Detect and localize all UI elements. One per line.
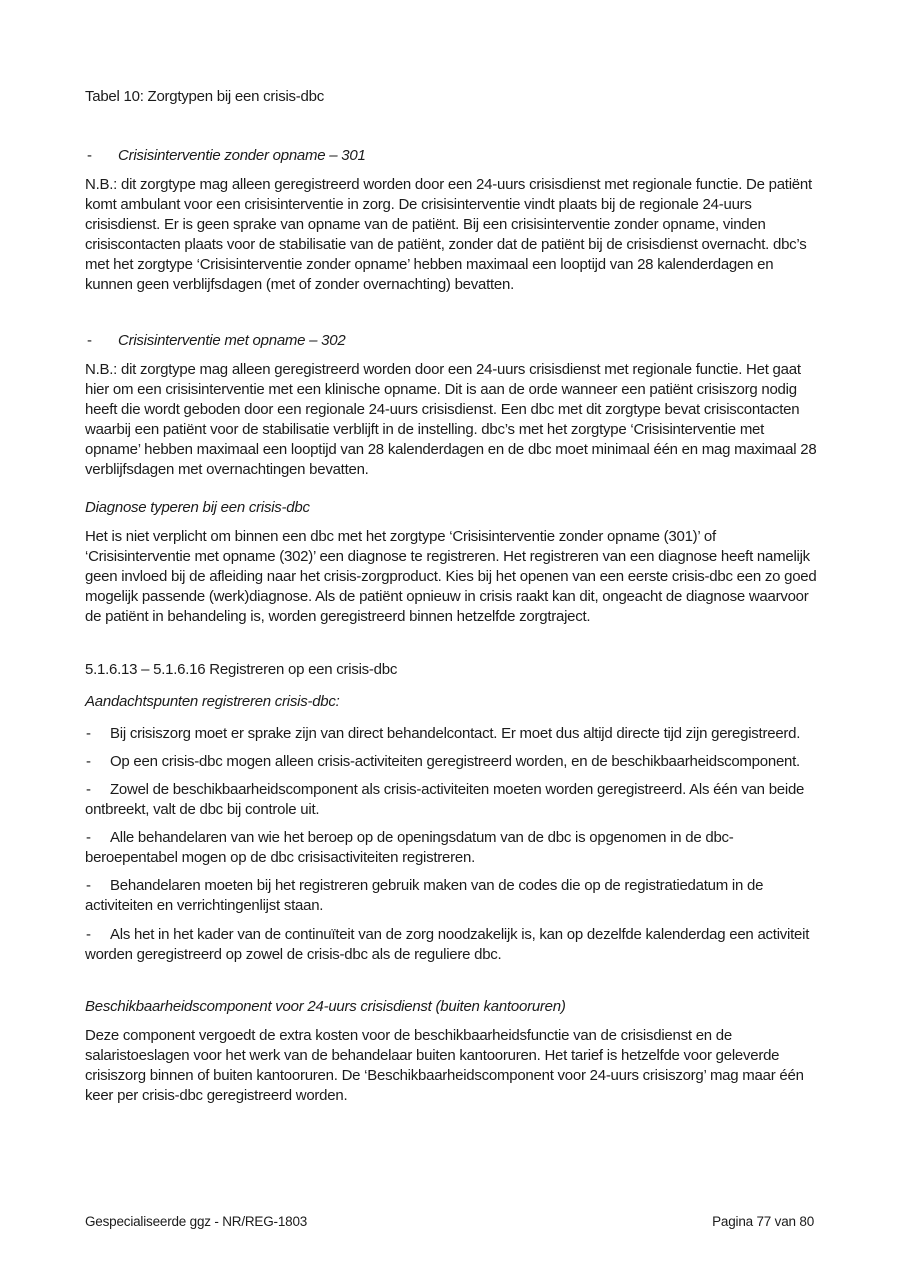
section-beschikbaarheidscomponent — [85, 997, 817, 1106]
list-item — [85, 925, 817, 965]
list-item-text: Behandelaren moeten bij het registreren gebruik maken van de codes die op de registratiedatum in de activiteiten en verrichtingenlijst staan. — [85, 877, 764, 914]
zorgtype-301-paragraph: N.B.: dit zorgtype mag alleen geregistreerd worden door een 24-uurs crisisdienst met regionale functie. De patiënt komt ambulant voor een crisisinterventie in zorg. De crisisinterventie vindt plaats bij de regionale 24-uurs crisisdienst. Er is geen sprake van opname van de patiënt. Bij een crisisinterventie zonder opname, vinden crisiscontacten plaats voor de stabilisatie van de patiënt, zonder dat de patiënt bij de crisisdienst overnacht. dbc’s met het zorgtype ‘Crisisinterventie zonder opname’ hebben maximaal een looptijd van 28 kalenderdagen en kunnen geen verblijfsdagen (met of zonder overnachting) bevatten. — [85, 176, 812, 293]
diagnose-heading: Diagnose typeren bij een crisis-dbc — [85, 499, 310, 516]
aandachtspunten-subheading: Aandachtspunten registreren crisis-dbc: — [85, 693, 340, 710]
section-diagnose-typeren — [85, 498, 817, 627]
dash-marker: - — [86, 753, 91, 770]
page-content — [85, 0, 817, 1106]
dash-marker: - — [86, 781, 91, 798]
beschikbaarheid-heading: Beschikbaarheidscomponent voor 24-uurs crisisdienst (buiten kantooruren) — [85, 998, 566, 1015]
zorgtype-302-heading-text: Crisisinterventie met opname – 302 — [118, 332, 346, 349]
page-footer — [85, 1213, 814, 1231]
section-zorgtype-301 — [85, 146, 817, 295]
list-item — [85, 780, 817, 820]
zorgtype-302-heading — [85, 331, 817, 351]
list-item — [85, 828, 817, 868]
list-item — [85, 724, 817, 744]
section-registreren-crisis-dbc — [85, 660, 817, 965]
registreren-section-heading: 5.1.6.13 – 5.1.6.16 Registreren op een crisis-dbc — [85, 661, 398, 678]
table-caption: Tabel 10: Zorgtypen bij een crisis-dbc — [85, 88, 324, 105]
list-item — [85, 876, 817, 916]
list-item — [85, 752, 817, 772]
dash-marker: - — [87, 332, 92, 349]
list-item-text: Alle behandelaren van wie het beroep op de openingsdatum van de dbc is opgenomen in de dbc-beroepentabel mogen op de dbc crisisactiviteiten registreren. — [85, 829, 734, 866]
dash-marker: - — [87, 147, 92, 164]
dash-marker: - — [86, 725, 91, 742]
footer-document-reference: Gespecialiseerde ggz - NR/REG-1803 — [85, 1214, 308, 1229]
list-item-text: Op een crisis-dbc mogen alleen crisis-activiteiten geregistreerd worden, en de beschikbaarheidscomponent. — [110, 753, 800, 770]
diagnose-paragraph: Het is niet verplicht om binnen een dbc met het zorgtype ‘Crisisinterventie zonder opname (301)’ of ‘Crisisinterventie met opname (302)’ een diagnose te registreren. Het registreren van een diagnose heeft namelijk geen invloed bij de afleiding naar het crisis-zorgproduct. Kies bij het openen van een eerste crisis-dbc een zo goed mogelijk passende (werk)diagnose. Als de patiënt opnieuw in crisis raakt kan dit, ongeacht de diagnose waarvoor de patiënt in behandeling is, worden geregistreerd binnen hetzelfde zorgtraject. — [85, 528, 817, 625]
zorgtype-302-paragraph: N.B.: dit zorgtype mag alleen geregistreerd worden door een 24-uurs crisisdienst met regionale functie. Het gaat hier om een crisisinterventie met een klinische opname. Dit is aan de orde wanneer een patiënt crisiszorg nodig heeft die wordt geboden door een regionale 24-uurs crisisdienst. Een dbc met dit zorgtype bevat crisiscontacten waarbij een patiënt voor de stabilisatie verblijft in de instelling. dbc’s met het zorgtype ‘Crisisinterventie met opname’ hebben maximaal een looptijd van 28 kalenderdagen en de dbc moet minimaal één en mag maximaal 28 verblijfsdagen met overnachtingen bevatten. — [85, 361, 817, 478]
footer-page-number: Pagina 77 van 80 — [712, 1214, 814, 1229]
zorgtype-301-heading — [85, 146, 817, 166]
section-zorgtype-302 — [85, 331, 817, 480]
list-item-text: Zowel de beschikbaarheidscomponent als crisis-activiteiten moeten worden geregistreerd. Als één van beide ontbreekt, valt de dbc bij controle uit. — [85, 781, 805, 818]
dash-marker: - — [86, 926, 91, 943]
beschikbaarheid-paragraph: Deze component vergoedt de extra kosten voor de beschikbaarheidsfunctie van de crisisdienst en de salaristoeslagen voor het werk van de behandelaar buiten kantooruren. Het tarief is hetzelfde voor geleverde crisiszorg binnen of buiten kantooruren. De ‘Beschikbaarheidscomponent voor 24-uurs crisiszorg’ mag maar één keer per crisis-dbc geregistreerd worden. — [85, 1027, 804, 1104]
dash-marker: - — [86, 877, 91, 894]
dash-marker: - — [86, 829, 91, 846]
list-item-text: Als het in het kader van de continuïteit van de zorg noodzakelijk is, kan op dezelfde kalenderdag een activiteit worden geregistreerd op zowel de crisis-dbc als de reguliere dbc. — [85, 926, 810, 963]
zorgtype-301-heading-text: Crisisinterventie zonder opname – 301 — [118, 147, 366, 164]
list-item-text: Bij crisiszorg moet er sprake zijn van direct behandelcontact. Er moet dus altijd directe tijd zijn geregistreerd. — [110, 725, 801, 742]
